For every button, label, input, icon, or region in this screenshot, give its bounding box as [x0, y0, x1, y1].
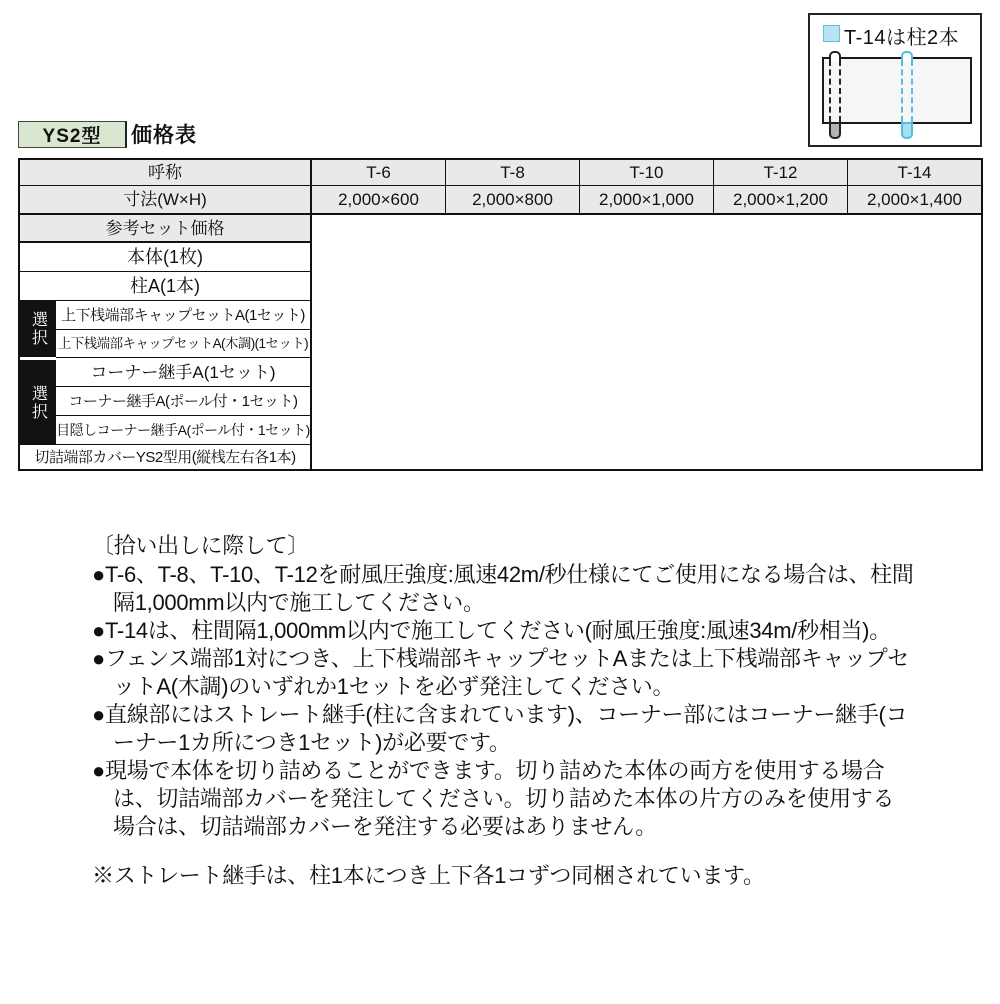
- dim-t10: 2,000×1,000: [580, 186, 714, 215]
- model-badge: [18, 121, 127, 148]
- row-label-corner-joint-pole: コーナー継手A(ポール付・1セット): [56, 387, 312, 416]
- dim-t6: 2,000×600: [312, 186, 446, 215]
- row-label-cut-end-cover: 切詰端部カバーYS2型用(縦桟左右各1本): [20, 445, 312, 469]
- dim-t12: 2,000×1,200: [714, 186, 848, 215]
- note-text: T-6、T-8、T-10、T-12を耐風圧強度:風速42m/秒仕様にてご使用になる場合は、柱間隔1,000mm以内で施工してください。: [105, 562, 914, 615]
- row-label-body: 本体(1枚): [20, 243, 312, 272]
- blue-legend-swatch: [823, 25, 840, 42]
- fence-panel-shape: [822, 57, 972, 124]
- dim-t14: 2,000×1,400: [848, 186, 981, 215]
- note-item: [92, 757, 914, 841]
- col-header-t10: T-10: [580, 160, 714, 186]
- note-text: 直線部にはストレート継手(柱に含まれています)、コーナー部にはコーナー継手(コーナー1カ所につき1セット)が必要です。: [105, 702, 908, 755]
- notes-heading: 〔拾い出しに際して〕: [92, 533, 310, 558]
- note-bullet: ●: [92, 758, 105, 783]
- diagram-legend-label: T-14は柱2本: [844, 27, 960, 49]
- note-text: T-14は、柱間隔1,000mm以内で施工してください(耐風圧強度:風速34m/秒相当)。: [105, 618, 891, 643]
- col-header-t6: T-6: [312, 160, 446, 186]
- left-post-hidden-icon: [829, 60, 841, 122]
- col-header-t14: T-14: [848, 160, 981, 186]
- col-header-t12: T-12: [714, 160, 848, 186]
- select-group-cap: 選択: [20, 301, 56, 357]
- note-text: フェンス端部1対につき、上下桟端部キャップセットAまたは上下桟端部キャップセットA(木調)のいずれか1セットを必ず発注してください。: [105, 646, 909, 699]
- right-post-hidden-icon: [901, 60, 913, 122]
- notes-block: [92, 532, 914, 890]
- page-title: 価格表: [131, 124, 197, 147]
- pillar-count-diagram: [808, 13, 982, 147]
- row-label-privacy-corner-joint: 目隠しコーナー継手A(ポール付・1セット): [56, 416, 312, 445]
- note-bullet: ●: [92, 618, 105, 643]
- select-group-corner: 選択: [20, 360, 56, 445]
- note-bullet: ●: [92, 702, 105, 727]
- note-bullet: ●: [92, 646, 105, 671]
- header-set-price-cell: 参考セット価格: [20, 215, 312, 243]
- left-post-foot-icon: [829, 122, 841, 139]
- header-size-cell: 寸法(W×H): [20, 186, 312, 215]
- empty-price-area: [312, 215, 981, 469]
- note-item: [92, 701, 914, 757]
- note-item: [92, 617, 914, 645]
- col-header-t8: T-8: [446, 160, 580, 186]
- note-item: [92, 645, 914, 701]
- row-label-cap-set-wood: 上下桟端部キャップセットA(木調)(1セット): [56, 330, 312, 358]
- header-name-cell: 呼称: [20, 160, 312, 186]
- row-label-cap-set: 上下桟端部キャップセットA(1セット): [56, 301, 312, 330]
- model-badge-label: YS2型: [42, 126, 102, 147]
- price-table: [18, 158, 983, 471]
- note-item: [92, 561, 914, 617]
- row-label-corner-joint: コーナー継手A(1セット): [56, 358, 312, 387]
- dim-t8: 2,000×800: [446, 186, 580, 215]
- note-bullet: ●: [92, 562, 105, 587]
- row-label-pillar: 柱A(1本): [20, 272, 312, 301]
- right-post-foot-icon: [901, 122, 913, 139]
- footnote: ※ストレート継手は、柱1本につき上下各1コずつ同梱されています。: [92, 863, 765, 888]
- note-text: 現場で本体を切り詰めることができます。切り詰めた本体の両方を使用する場合は、切詰端部カバーを発注してください。切り詰めた本体の片方のみを使用する場合は、切詰端部カバーを発注する必要はありません。: [105, 758, 895, 839]
